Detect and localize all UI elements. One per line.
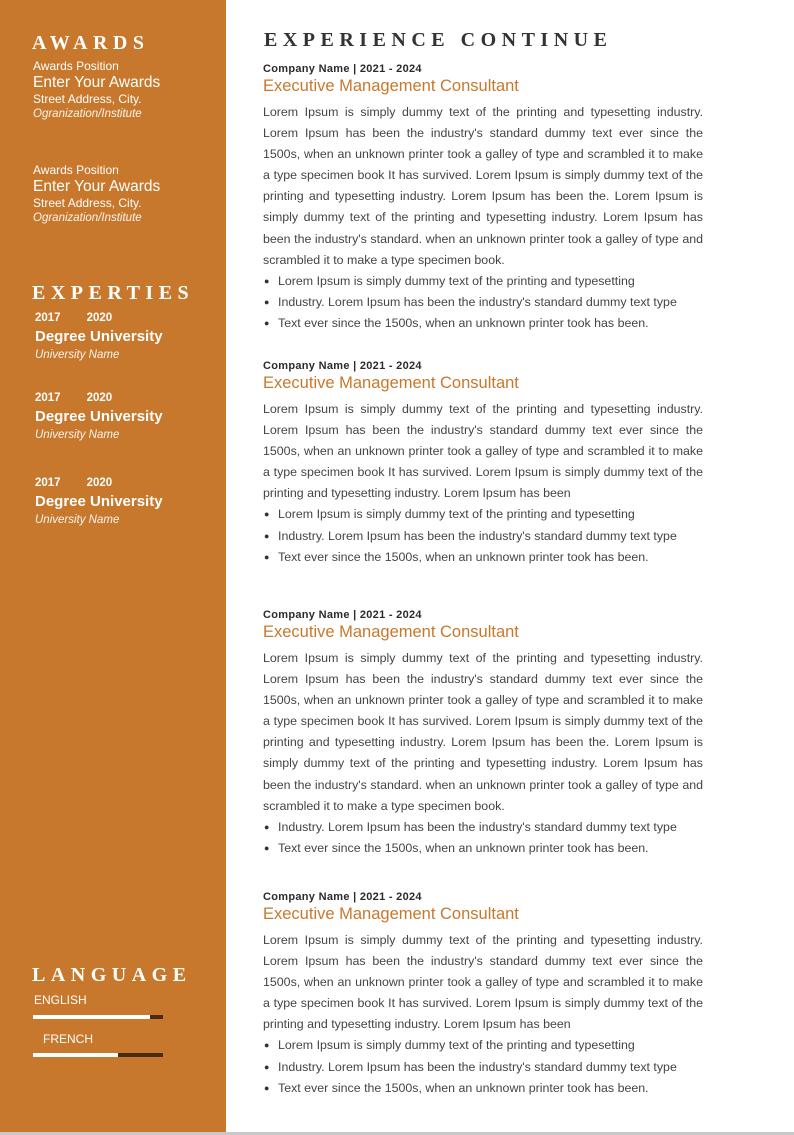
- job-bullet: ● Text ever since the 1500s, when an unknown printer took has been.: [263, 313, 703, 334]
- job-bullet: ● Industry. Lorem Ipsum has been the industry's standard dummy text type: [263, 1057, 703, 1078]
- job-bullets: [263, 271, 703, 334]
- job-title: Executive Management Consultant: [263, 77, 519, 95]
- education-university: University Name: [35, 429, 120, 441]
- job-bullet: ● Industry. Lorem Ipsum has been the industry's standard dummy text type: [263, 817, 703, 838]
- page-title: EXPERIENCE CONTINUE: [264, 29, 613, 51]
- experience-entry: [263, 62, 703, 334]
- job-bullet: ● Text ever since the 1500s, when an unknown printer took has been.: [263, 838, 703, 859]
- award-address: Street Address, City.: [33, 92, 142, 106]
- education-entry: [35, 311, 225, 363]
- job-title: Executive Management Consultant: [263, 623, 519, 641]
- job-bullets: [263, 504, 703, 567]
- job-bullets: [263, 817, 703, 859]
- education-university: University Name: [35, 349, 120, 361]
- job-description: Lorem Ipsum is simply dummy text of the printing and typesetting industry. Lorem Ipsum has been the industry's standard dummy text ever since the 1500s, when an unknown printer took a galley of type and scrambled it to make a type specimen book It has survived. Lorem Ipsum is simply dummy text of the printing and typesetting industry. Lorem Ipsum has been the. Lorem Ipsum is simply dummy text of the printing and typesetting industry. Lorem Ipsum has been the industry's standard. when an unknown printer took a galley of type and scrambled it to make a type specimen book.: [263, 105, 703, 267]
- job-bullet: ● Text ever since the 1500s, when an unknown printer took has been.: [263, 1078, 703, 1099]
- education-degree: Degree University: [35, 493, 163, 510]
- experience-entry: [263, 359, 703, 568]
- company-line: Company Name | 2021 - 2024: [263, 63, 422, 75]
- award-entry: [33, 59, 223, 122]
- education-years: [35, 391, 225, 405]
- job-description: Lorem Ipsum is simply dummy text of the printing and typesetting industry. Lorem Ipsum has been the industry's standard dummy text ever since the 1500s, when an unknown printer took a galley of type and scrambled it to make a type specimen book It has survived. Lorem Ipsum is simply dummy text of the printing and typesetting industry. Lorem Ipsum has been: [263, 402, 703, 501]
- language-level-fill: [33, 1015, 150, 1019]
- award-entry: [33, 163, 223, 226]
- education-end-year: 2020: [86, 392, 113, 404]
- education-start-year: 2017: [35, 477, 61, 489]
- education-entry: [35, 476, 225, 528]
- education-start-year: 2017: [35, 312, 61, 324]
- job-title: Executive Management Consultant: [263, 905, 519, 923]
- award-org: Ogranization/Institute: [33, 108, 142, 120]
- award-position: Awards Position: [33, 59, 119, 73]
- education-start-year: 2017: [35, 392, 61, 404]
- award-name: Enter Your Awards: [33, 178, 161, 195]
- job-bullets: [263, 1035, 703, 1098]
- education-degree: Degree University: [35, 328, 163, 345]
- education-years: [35, 476, 225, 490]
- education-end-year: 2020: [86, 477, 113, 489]
- job-bullet: ● Lorem Ipsum is simply dummy text of the printing and typesetting: [263, 271, 703, 292]
- company-line: Company Name | 2021 - 2024: [263, 891, 422, 903]
- language-level-fill: [33, 1053, 118, 1057]
- company-line: Company Name | 2021 - 2024: [263, 609, 422, 621]
- experience-entry: [263, 890, 703, 1099]
- job-description: Lorem Ipsum is simply dummy text of the printing and typesetting industry. Lorem Ipsum has been the industry's standard dummy text ever since the 1500s, when an unknown printer took a galley of type and scrambled it to make a type specimen book It has survived. Lorem Ipsum is simply dummy text of the printing and typesetting industry. Lorem Ipsum has been: [263, 933, 703, 1032]
- language-name: ENGLISH: [34, 993, 87, 1007]
- education-years: [35, 311, 225, 325]
- job-bullet: ● Lorem Ipsum is simply dummy text of the printing and typesetting: [263, 504, 703, 525]
- job-bullet: ● Industry. Lorem Ipsum has been the industry's standard dummy text type: [263, 292, 703, 313]
- job-description: Lorem Ipsum is simply dummy text of the printing and typesetting industry. Lorem Ipsum has been the industry's standard dummy text ever since the 1500s, when an unknown printer took a galley of type and scrambled it to make a type specimen book It has survived. Lorem Ipsum is simply dummy text of the printing and typesetting industry. Lorem Ipsum has been the. Lorem Ipsum is simply dummy text of the printing and typesetting industry. Lorem Ipsum has been the industry's standard. when an unknown printer took a galley of type and scrambled it to make a type specimen book.: [263, 651, 703, 813]
- experties-heading: EXPERTIES: [32, 282, 195, 304]
- awards-heading: AWARDS: [32, 32, 150, 54]
- language-name: FRENCH: [43, 1032, 93, 1046]
- award-org: Ogranization/Institute: [33, 212, 142, 224]
- education-entry: [35, 391, 225, 443]
- experience-entry: [263, 608, 703, 859]
- language-heading: LANGUAGE: [32, 964, 192, 986]
- education-university: University Name: [35, 514, 120, 526]
- language-level-bar: [33, 1015, 163, 1019]
- award-position: Awards Position: [33, 163, 119, 177]
- sidebar: [0, 0, 226, 1132]
- education-degree: Degree University: [35, 408, 163, 425]
- job-bullet: ● Lorem Ipsum is simply dummy text of the printing and typesetting: [263, 1035, 703, 1056]
- language-level-bar: [33, 1053, 163, 1057]
- award-address: Street Address, City.: [33, 196, 142, 210]
- award-name: Enter Your Awards: [33, 74, 161, 91]
- job-bullet: ● Industry. Lorem Ipsum has been the industry's standard dummy text type: [263, 526, 703, 547]
- education-end-year: 2020: [86, 312, 113, 324]
- company-line: Company Name | 2021 - 2024: [263, 360, 422, 372]
- job-title: Executive Management Consultant: [263, 374, 519, 392]
- job-bullet: ● Text ever since the 1500s, when an unknown printer took has been.: [263, 547, 703, 568]
